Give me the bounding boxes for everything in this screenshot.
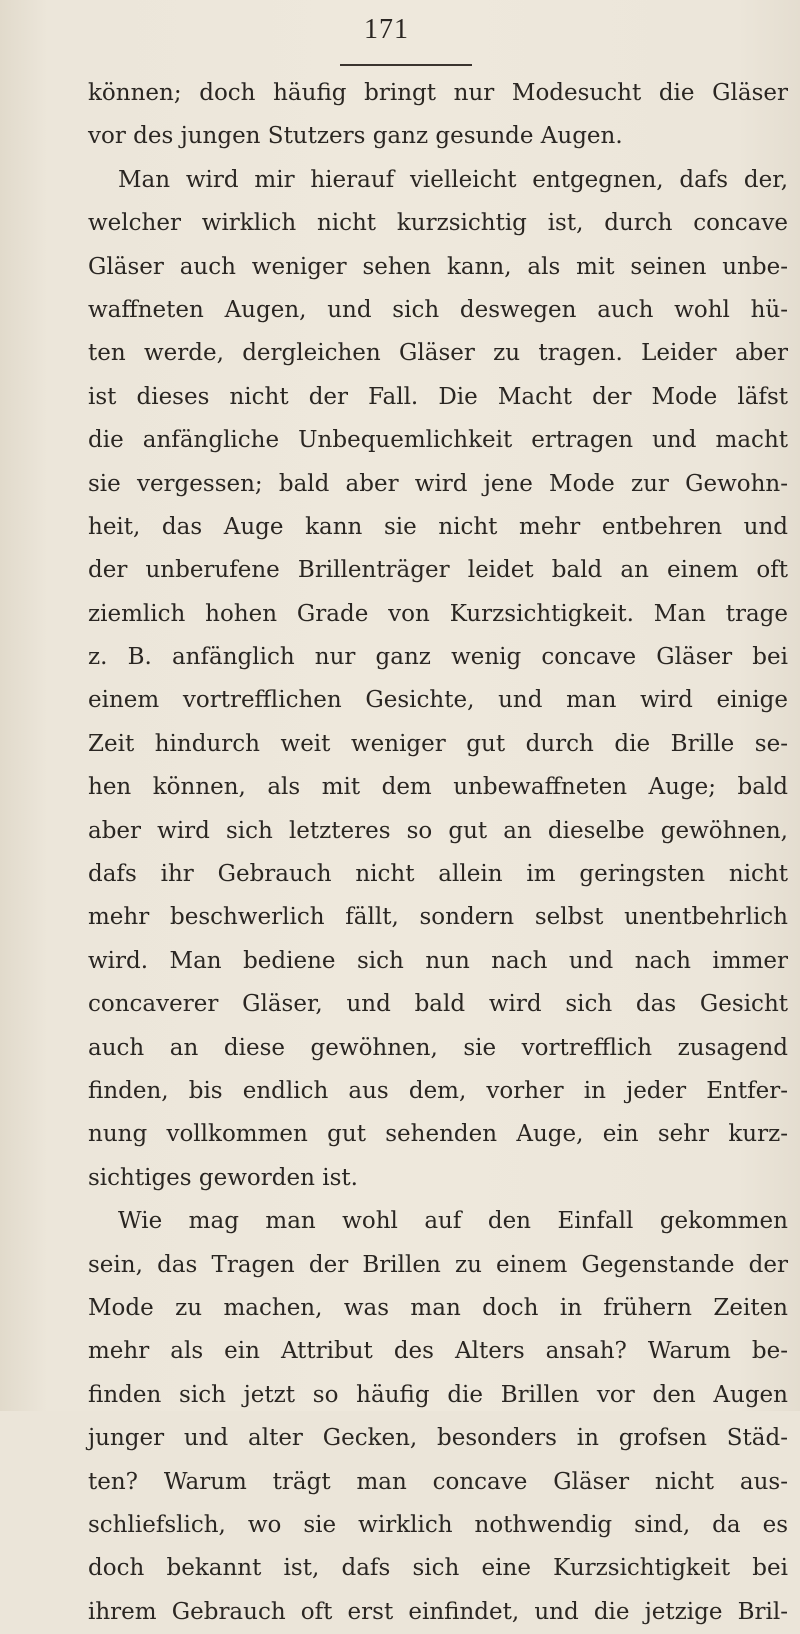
text-line: schliefslich, wo sie wirklich nothwendig sind, da es: [88, 1511, 788, 1538]
header-rule: [340, 64, 472, 66]
text-line: junger und alter Gecken, besonders in grofsen Städ-: [88, 1425, 788, 1452]
text-line: ziemlich hohen Grade von Kurzsichtigkeit. Man trage: [88, 600, 788, 627]
page-number: 171: [364, 14, 409, 45]
text-line: welcher wirklich nicht kurzsichtig ist, durch concave: [88, 210, 788, 237]
text-line: Zeit hindurch weit weniger gut durch die Brille se-: [88, 730, 788, 757]
text-line: finden, bis endlich aus dem, vorher in jeder Entfer-: [88, 1077, 788, 1104]
text-line: Wie mag man wohl auf den Einfall gekommen: [118, 1208, 788, 1235]
text-line: wird. Man bediene sich nun nach und nach immer: [88, 947, 788, 974]
text-line: Gläser auch weniger sehen kann, als mit seinen unbe-: [88, 253, 788, 280]
text-line: finden sich jetzt so häufig die Brillen vor den Augen: [88, 1381, 788, 1408]
text-line: die anfängliche Unbequemlichkeit ertragen und macht: [88, 427, 788, 454]
text-line: ten? Warum trägt man concave Gläser nicht aus-: [88, 1468, 788, 1495]
text-line: sichtiges geworden ist.: [88, 1164, 358, 1191]
text-line: sie vergessen; bald aber wird jene Mode zur Gewohn-: [88, 470, 788, 497]
text-line: heit, das Auge kann sie nicht mehr entbehren und: [88, 513, 788, 540]
text-line: Man wird mir hierauf vielleicht entgegnen, dafs der,: [118, 166, 788, 193]
text-line: der unberufene Brillenträger leidet bald an einem oft: [88, 557, 788, 584]
text-line: ihrem Gebrauch oft erst einfindet, und die jetzige Bril-: [88, 1598, 788, 1625]
text-line: können; doch häufig bringt nur Modesucht die Gläser: [88, 80, 788, 106]
text-line: mehr beschwerlich fällt, sondern selbst unentbehrlich: [88, 904, 788, 931]
text-line: dafs ihr Gebrauch nicht allein im geringsten nicht: [88, 861, 788, 888]
text-line: ist dieses nicht der Fall. Die Macht der Mode läfst: [88, 383, 788, 410]
text-line: Mode zu machen, was man doch in frühern Zeiten: [88, 1294, 788, 1321]
body-text: [88, 72, 788, 1634]
text-line: mehr als ein Attribut des Alters ansah? Warum be-: [88, 1338, 788, 1365]
text-line: z. B. anfänglich nur ganz wenig concave Gläser bei: [88, 644, 788, 671]
text-line: sein, das Tragen der Brillen zu einem Gegenstande der: [88, 1251, 788, 1278]
text-line: waffneten Augen, und sich deswegen auch wohl hü-: [88, 296, 788, 323]
text-line: auch an diese gewöhnen, sie vortrefflich zusagend: [88, 1034, 788, 1061]
text-line: hen können, als mit dem unbewaffneten Auge; bald: [88, 774, 788, 801]
text-line: vor des jungen Stutzers ganz gesunde Augen.: [88, 123, 623, 150]
text-line: einem vortrefflichen Gesichte, und man wird einige: [88, 687, 788, 714]
text-line: ten werde, dergleichen Gläser zu tragen. Leider aber: [88, 340, 788, 367]
text-line: nung vollkommen gut sehenden Auge, ein sehr kurz-: [88, 1121, 788, 1148]
text-line: concaverer Gläser, und bald wird sich das Gesicht: [88, 991, 788, 1018]
text-line: aber wird sich letzteres so gut an dieselbe gewöhnen,: [88, 817, 788, 844]
text-line: doch bekannt ist, dafs sich eine Kurzsichtigkeit bei: [88, 1555, 788, 1582]
